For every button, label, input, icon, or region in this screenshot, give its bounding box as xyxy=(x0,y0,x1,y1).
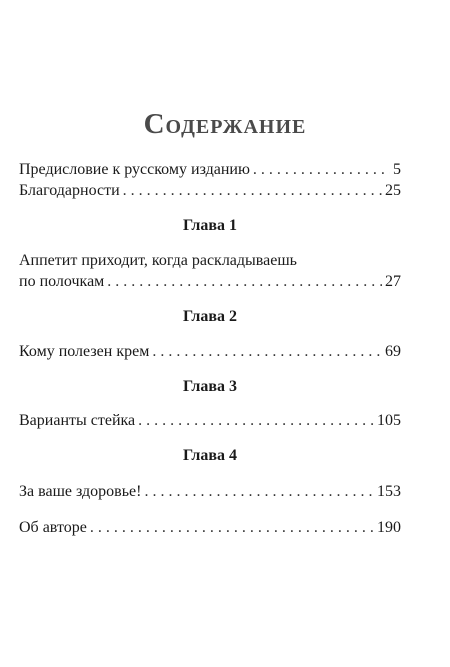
toc-entry-title-line1: Аппетит приходит, когда раскладываешь xyxy=(19,252,297,269)
toc-entry-title: Варианты стейка xyxy=(19,412,136,429)
chapter-heading-4: Глава 4 xyxy=(183,447,237,464)
toc-entry-chapter-1 xyxy=(19,272,401,292)
leader-dots xyxy=(144,482,374,502)
chapter-heading-3: Глава 3 xyxy=(183,378,237,395)
toc-entry-page: 153 xyxy=(377,483,401,500)
toc-entry-page: 27 xyxy=(385,273,401,290)
leader-dots xyxy=(138,411,374,431)
toc-entry-preface xyxy=(19,160,401,180)
toc-entry-title: За ваше здоровье! xyxy=(19,483,142,500)
toc-entry-page: 105 xyxy=(377,412,401,429)
leader-dots xyxy=(152,342,382,362)
leader-dots xyxy=(90,518,374,538)
toc-entry-acknowledgements xyxy=(19,181,401,201)
page-title: Содержание xyxy=(143,108,307,140)
toc-entry-page: 69 xyxy=(385,343,401,360)
toc-entry-title: Благодарности xyxy=(19,182,120,199)
toc-entry-page: 5 xyxy=(393,161,401,178)
leader-dots xyxy=(123,181,382,201)
toc-entry-about-author xyxy=(19,518,401,538)
chapter-heading-2: Глава 2 xyxy=(183,308,237,325)
toc-entry-page: 190 xyxy=(377,519,401,536)
toc-entry-title: по полочкам xyxy=(19,273,105,290)
toc-entry-chapter-2 xyxy=(19,342,401,362)
toc-entry-title: Об авторе xyxy=(19,519,87,536)
toc-entry-chapter-4 xyxy=(19,482,401,502)
leader-dots xyxy=(253,160,390,180)
toc-entry-chapter-3 xyxy=(19,411,401,431)
toc-entry-page: 25 xyxy=(385,182,401,199)
leader-dots xyxy=(107,272,382,292)
chapter-heading-1: Глава 1 xyxy=(183,217,237,234)
toc-entry-title: Кому полезен крем xyxy=(19,343,150,360)
toc-entry-title: Предисловие к русскому изданию xyxy=(19,161,250,178)
